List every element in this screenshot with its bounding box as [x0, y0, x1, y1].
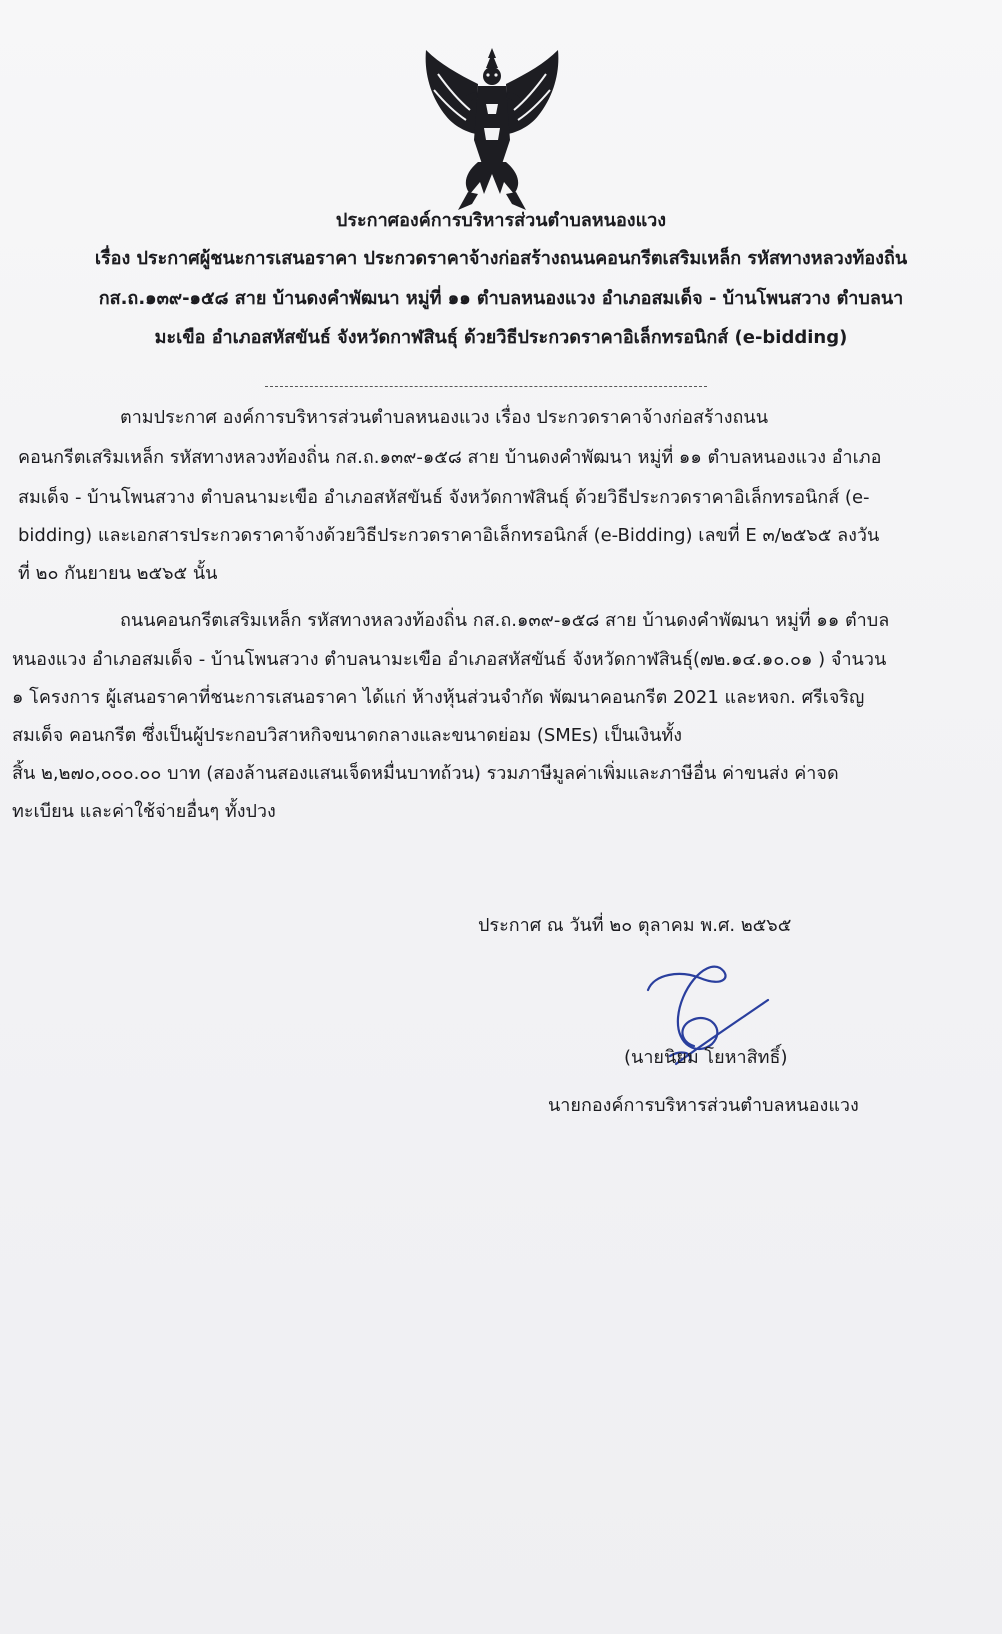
paragraph-2-line: สิ้น ๒,๒๗๐,๐๐๐.๐๐ บาท (สองล้านสองแสนเจ็ดหมื่นบาทถ้วน) รวมภาษีมูลค่าเพิ่มและภาษีอื่น ค่าขนส่ง ค่าจด — [12, 763, 839, 784]
paragraph-2-line: สมเด็จ คอนกรีต ซึ่งเป็นผู้ประกอบวิสาหกิจขนาดกลางและขนาดย่อม (SMEs) เป็นเงินทั้ง — [12, 725, 683, 746]
paragraph-2-line: ถนนคอนกรีตเสริมเหล็ก รหัสทางหลวงท้องถิ่น กส.ถ.๑๓๙-๑๕๘ สาย บ้านดงคำพัฒนา หมู่ที่ ๑๑ ตำบล — [120, 610, 890, 631]
signer-name: (นายนิยม โยหาสิทธิ์) — [624, 1047, 788, 1068]
paragraph-2-line: ๑ โครงการ ผู้เสนอราคาที่ชนะการเสนอราคา ได้แก่ ห้างหุ้นส่วนจำกัด พัฒนาคอนกรีต 2021 และหจก. ศรีเจริญ — [12, 687, 865, 708]
paragraph-1-line: ตามประกาศ องค์การบริหารส่วนตำบลหนองแวง เรื่อง ประกวดราคาจ้างก่อสร้างถนน — [120, 407, 768, 428]
separator-line — [265, 386, 707, 387]
organization-heading: ประกาศองค์การบริหารส่วนตำบลหนองแวง — [335, 210, 667, 231]
subject-line-3: มะเขือ อำเภอสหัสขันธ์ จังหวัดกาฬสินธุ์ ด้วยวิธีประกวดราคาอิเล็กทรอนิกส์ (e-bidding) — [154, 327, 848, 348]
subject-line-2: กส.ถ.๑๓๙-๑๕๘ สาย บ้านดงคำพัฒนา หมู่ที่ ๑๑ ตำบลหนองแวง อำเภอสมเด็จ - บ้านโพนสวาง ตำบลนา — [98, 288, 904, 309]
subject-line-1: เรื่อง ประกาศผู้ชนะการเสนอราคา ประกวดราคาจ้างก่อสร้างถนนคอนกรีตเสริมเหล็ก รหัสทางหลวงท้องถิ่น — [94, 248, 908, 269]
garuda-emblem-icon — [418, 44, 566, 214]
paragraph-1-line: ที่ ๒๐ กันยายน ๒๕๖๕ นั้น — [18, 563, 218, 584]
paragraph-2-line: ทะเบียน และค่าใช้จ่ายอื่นๆ ทั้งปวง — [12, 801, 276, 822]
paragraph-1-line: สมเด็จ - บ้านโพนสวาง ตำบลนามะเขือ อำเภอสหัสขันธ์ จังหวัดกาฬสินธุ์ ด้วยวิธีประกวดราคาอิเล็กทรอนิกส์ (e- — [18, 487, 870, 508]
paragraph-2-line: หนองแวง อำเภอสมเด็จ - บ้านโพนสวาง ตำบลนามะเขือ อำเภอสหัสขันธ์ จังหวัดกาฬสินธุ์(๗๒.๑๔.๑๐.๐๑ ) จำนวน — [12, 649, 887, 670]
announcement-date: ประกาศ ณ วันที่ ๒๐ ตุลาคม พ.ศ. ๒๕๖๕ — [478, 915, 792, 936]
paragraph-1-line: คอนกรีตเสริมเหล็ก รหัสทางหลวงท้องถิ่น กส.ถ.๑๓๙-๑๕๘ สาย บ้านดงคำพัฒนา หมู่ที่ ๑๑ ตำบลหนองแวง อำเภอ — [18, 447, 882, 468]
paragraph-1-line: bidding) และเอกสารประกวดราคาจ้างด้วยวิธีประกวดราคาอิเล็กทรอนิกส์ (e-Bidding) เลขที่ E ๓/๒๕๖๕ ลงวัน — [18, 525, 880, 546]
signer-title: นายกองค์การบริหารส่วนตำบลหนองแวง — [548, 1095, 859, 1116]
